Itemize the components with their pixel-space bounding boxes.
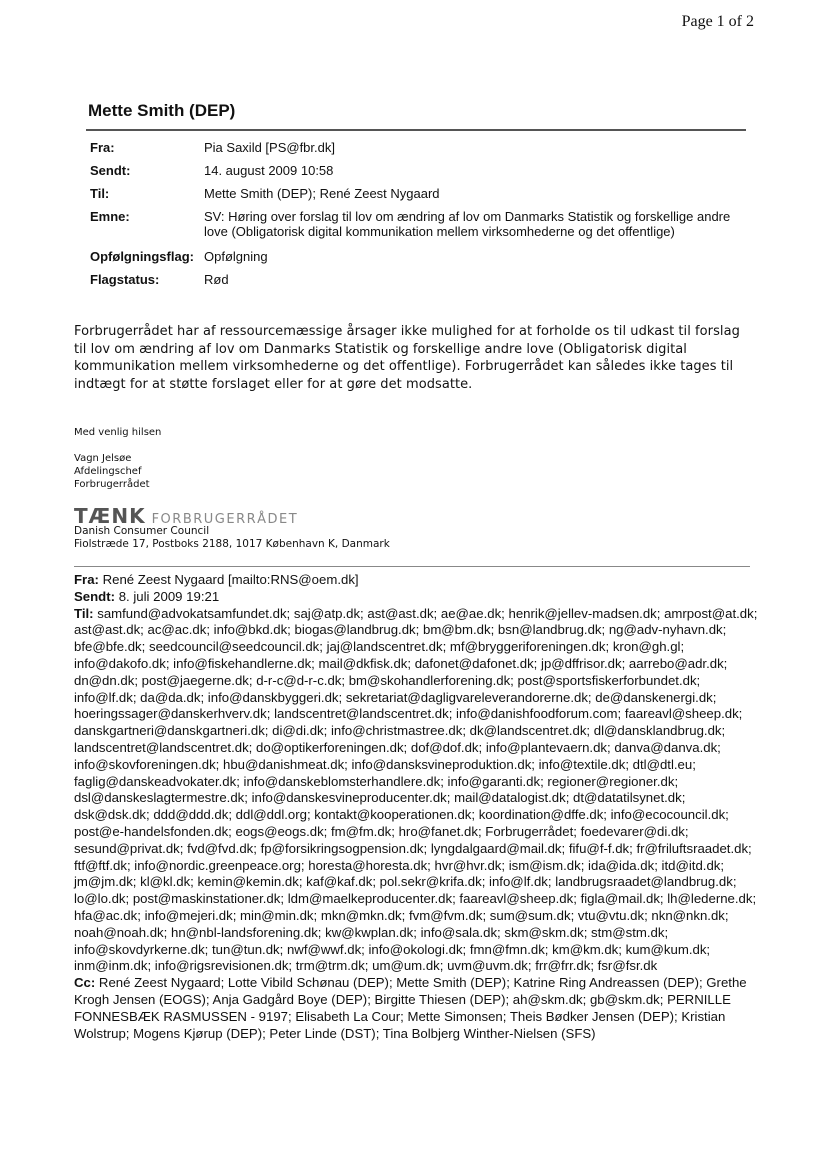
header-row-subject: [90, 209, 740, 239]
forward-divider: [74, 566, 750, 567]
header-label: Sendt:: [90, 163, 131, 178]
header-row-sent: [90, 163, 740, 178]
header-row-flag-status: [90, 272, 740, 287]
logo-org-name: FORBRUGERRÅDET: [151, 512, 299, 527]
fwd-cc-line: [74, 975, 764, 1042]
signer-org: Forbrugerrådet: [74, 479, 150, 490]
email-header: [90, 140, 740, 295]
fwd-to-label: Til:: [74, 605, 94, 621]
forwarded-header: [74, 572, 764, 1042]
org-english-name: Danish Consumer Council: [74, 525, 210, 537]
header-row-to: [90, 186, 740, 201]
fwd-sent-line: [74, 589, 764, 606]
signer-position: Afdelingschef: [74, 466, 142, 477]
fwd-sent-label: Sendt:: [74, 588, 116, 604]
header-row-followup-flag: [90, 249, 740, 264]
header-value-subject: SV: Høring over forslag til lov om ændring af lov om Danmarks Statistik og forskellige andre love (Obligatorisk digital kommunikation mellem virksomhederne og det offentlige): [204, 209, 731, 239]
header-value-followup-flag: Opfølgning: [204, 249, 268, 264]
email-body: Forbrugerrådet har af ressourcemæssige årsager ikke mulighed for at forholde os til udkast til forslag til lov om ændring af lov om Danmarks Statistik og forskellige andre love (Obligatorisk digital kommunikation mellem virksomhederne og det offentlige). Forbrugerrådet kan således ikke tages til indtægt for at støtte forslaget eller for at gøre det modsatte.: [74, 324, 740, 392]
org-address: Fiolstræde 17, Postboks 2188, 1017 København K, Danmark: [74, 538, 390, 550]
signature-block: [74, 452, 150, 491]
header-value-sent: 14. august 2009 10:58: [204, 163, 334, 178]
fwd-from-line: [74, 572, 764, 589]
header-row-from: [90, 140, 740, 155]
logo-details: [74, 525, 390, 551]
mailbox-owner-title: Mette Smith (DEP): [88, 101, 236, 120]
header-value-from: Pia Saxild [PS@fbr.dk]: [204, 140, 335, 155]
header-value-flag-status: Rød: [204, 272, 229, 287]
header-label: Flagstatus:: [90, 272, 160, 287]
header-label: Emne:: [90, 209, 130, 224]
fwd-cc-value: René Zeest Nygaard; Lotte Vibild Schønau (DEP); Mette Smith (DEP); Katrine Ring Andreassen (DEP); Grethe Krogh Jensen (EOGS); Anja Gadgård Boye (DEP); Birgitte Thiesen (DEP); ah@skm.dk; gb@skm.dk; PERNILLE FONNESBÆK RASMUSSEN - 9197; Elisabeth La Cour; Mette Simonsen; Theis Bødker Jensen (DEP); Kristian Wolstrup; Mogens Kjørup (DEP); Peter Linde (DST); Tina Bolbjerg Winther-Nielsen (SFS): [74, 975, 747, 1041]
page-number: Page 1 of 2: [681, 13, 754, 30]
header-label: Til:: [90, 186, 110, 201]
greeting: Med venlig hilsen: [74, 427, 162, 438]
fwd-from-value: René Zeest Nygaard [mailto:RNS@oem.dk]: [102, 572, 359, 587]
header-label: Opfølgningsflag:: [90, 249, 194, 264]
fwd-cc-label: Cc:: [74, 975, 96, 991]
title-divider: [86, 129, 746, 131]
header-value-to: Mette Smith (DEP); René Zeest Nygaard: [204, 186, 440, 201]
fwd-from-label: Fra:: [74, 572, 99, 587]
header-label: Fra:: [90, 140, 115, 155]
fwd-sent-value: 8. juli 2009 19:21: [118, 588, 220, 604]
fwd-to-value: samfund@advokatsamfundet.dk; saj@atp.dk; ast@ast.dk; ae@ae.dk; henrik@jellev-madsen.dk; amrpost@at.dk; ast@ast.dk; ac@ac.dk; info@bkd.dk; biogas@landbrug.dk; bm@bm.dk; bsn@landbrug.dk; ng@adv-nyhavn.dk; bfe@bfe.dk; seedcouncil@seedcouncil.dk; jaj@landscentret.dk; mf@bryggeriforeningen.dk; kron@gh.gl; info@dakofo.dk; info@fiskehandlerne.dk; mail@dkfisk.dk; dafonet@dafonet.dk; jp@dffrisor.dk; aarrebo@adr.dk; dn@dn.dk; post@jaegerne.dk; d-r-c@d-r-c.dk; bm@skohandlerforening.dk; post@sportsfiskerforbundet.dk; info@lf.dk; da@da.dk; info@danskbyggeri.dk; sekretariat@dagligvareleverandorerne.dk; de@danskenergi.dk; hoeringssager@danskerhverv.dk; landscentret@landscentret.dk; info@danishfoodforum.com; faareavl@sheep.dk; danskgartneri@danskgartneri.dk; di@di.dk; info@christmastree.dk; dk@landscentret.dk; dl@dansklandbrug.dk; landscentret@landscentret.dk; do@optikerforeningen.dk; dof@dof.dk; info@plantevaern.dk; danva@danva.dk; info@skovforeningen.dk; hbu@danishmeat.dk; info@dansksvineproduktion.dk; info@textile.dk; dtl@dtl.eu; faglig@danskeadvokater.dk; info@danskeblomsterhandlere.dk; info@garanti.dk; regioner@regioner.dk; dsl@danskeslagtermestre.dk; info@danskesvineproducenter.dk; mail@datalogist.dk; dt@datatilsynet.dk; dsk@dsk.dk; ddd@ddd.dk; ddl@ddl.org; kontakt@kooperationen.dk; koordination@dffe.dk; info@ecocouncil.dk; post@e-handelsfonden.dk; eogs@eogs.dk; fm@fm.dk; hro@fanet.dk; Forbrugerrådet; foedevarer@di.dk; sesund@privat.dk; fvd@fvd.dk; fp@forsikringsogpension.dk; lyngdalgaard@mail.dk; fifu@f-f.dk; fr@friluftsraadet.dk; ftf@ftf.dk; info@nordic.greenpeace.org; horesta@horesta.dk; hvr@hvr.dk; ism@ism.dk; ida@ida.dk; itd@itd.dk; jm@jm.dk; kl@kl.dk; kemin@kemin.dk; kaf@kaf.dk; pol.sekr@krifa.dk; info@lf.dk; landbrugsraadet@landbrug.dk; lo@lo.dk; post@maskinstationer.dk; ldm@maelkeproducenter.dk; faareavl@sheep.dk; figla@mail.dk; lh@lederne.dk; hfa@ac.dk; info@mejeri.dk; min@min.dk; mkn@mkn.dk; fvm@fvm.dk; sum@sum.dk; vtu@vtu.dk; nkn@nkn.dk; noah@noah.dk; hn@nbl-landsforening.dk; kw@kwplan.dk; info@sala.dk; skm@skm.dk; stm@stm.dk; info@skovdyrkerne.dk; tun@tun.dk; nwf@wwf.dk; info@okologi.dk; fmn@fmn.dk; km@km.dk; kum@kum.dk; inm@inm.dk; info@rigsrevisionen.dk; trm@trm.dk; um@um.dk; uvm@uvm.dk; frr@frr.dk; fsr@fsr.dk: [74, 605, 758, 974]
logo-mark: TÆNK: [74, 504, 146, 528]
fwd-to-line: [74, 606, 764, 976]
signer-name: Vagn Jelsøe: [74, 453, 132, 464]
